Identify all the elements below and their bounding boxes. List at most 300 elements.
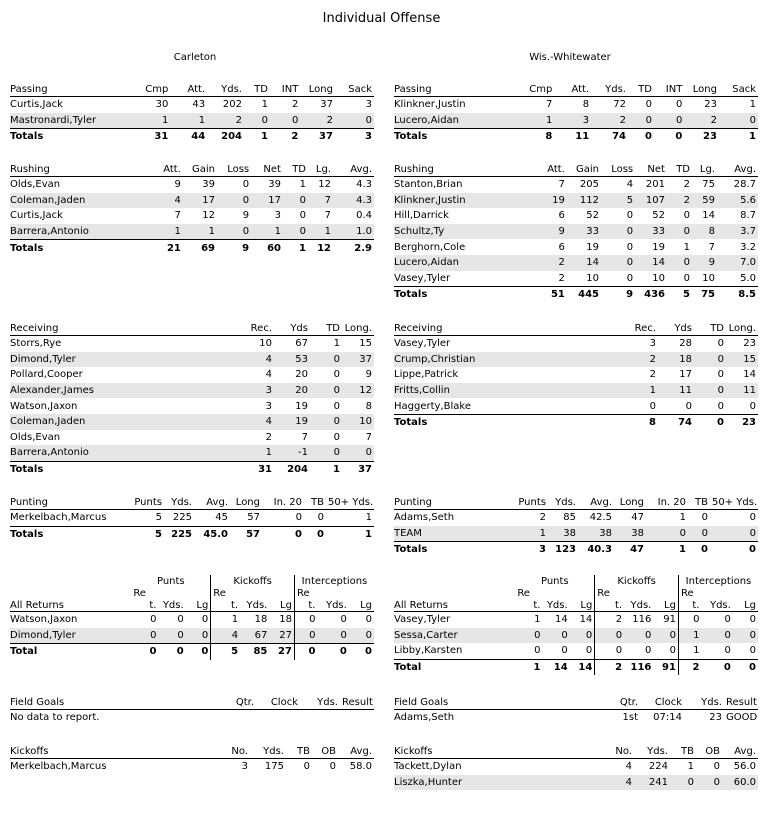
stat-cell: 3.7: [717, 224, 758, 240]
stat-cell: 0: [131, 628, 158, 644]
stat-cell: 0: [646, 526, 688, 542]
header-row: [10, 744, 374, 759]
table-row: [10, 414, 374, 430]
group-header: Punts: [156, 576, 185, 587]
table-row: [10, 97, 374, 113]
column-header: t.: [678, 599, 701, 612]
stat-cell: 10: [586, 272, 600, 284]
stat-cell: 2: [521, 255, 567, 271]
player-name: Haggerty,Blake: [394, 400, 471, 412]
player-name: Curtis,Jack: [10, 210, 63, 222]
column-header: t.: [131, 599, 158, 612]
stat-cell: 0: [217, 224, 251, 240]
stat-cell: 33: [567, 224, 601, 240]
totals-row: [10, 129, 374, 145]
stat-cell: 17: [251, 193, 283, 209]
stat-cell: 0: [678, 612, 701, 628]
column-header: Avg.: [194, 495, 230, 510]
stat-cell: 19: [295, 400, 308, 412]
column-header: Sack: [335, 82, 374, 97]
sub-header: Re: [133, 588, 146, 599]
table-row: [10, 367, 374, 383]
stat-cell: 38: [548, 526, 578, 542]
total-cell: 45.0: [194, 526, 230, 542]
stat-cell: 1: [678, 643, 701, 659]
player-name: Klinkner,Justin: [394, 193, 521, 209]
stat-cell: 0: [628, 113, 654, 129]
column-header: Sack: [719, 82, 758, 97]
column-header: Loss: [601, 162, 635, 177]
stat-cell: 52: [586, 210, 600, 222]
table-row: [394, 113, 758, 129]
column-header: Yds.: [684, 695, 724, 710]
stat-cell: 53: [274, 352, 310, 368]
total-cell: 9: [601, 287, 635, 303]
column-header: Punts: [508, 495, 548, 510]
stat-cell: 0: [349, 628, 374, 644]
column-header: t.: [595, 599, 624, 612]
total-cell: 1: [244, 129, 270, 145]
header-row: [394, 495, 758, 510]
stat-cell: 5.6: [717, 193, 758, 209]
column-header: TD: [694, 321, 726, 336]
total-cell: 12: [308, 240, 333, 256]
stat-cell: 4: [230, 352, 274, 368]
spacer: [10, 575, 131, 587]
stat-cell: 0: [561, 645, 568, 657]
column-header: Result: [342, 696, 373, 708]
section-title: Field Goals: [10, 695, 206, 710]
total-cell: 21: [137, 240, 183, 256]
stat-cell: 0: [694, 383, 726, 399]
stat-cell: 0: [717, 338, 724, 350]
stat-cell: 3: [265, 400, 272, 412]
total-cell: 123: [548, 542, 578, 558]
column-header: Att.: [137, 162, 183, 177]
stat-cell: 1: [137, 224, 183, 240]
total-cell: 0: [694, 414, 726, 430]
stat-cell: 10: [259, 338, 272, 350]
totals-label: Totals: [10, 129, 131, 145]
total-cell: 23: [684, 129, 719, 145]
stat-cell: 0: [719, 113, 758, 129]
column-header: Result: [726, 696, 757, 708]
totals-label: Total: [10, 644, 131, 660]
stat-cell: 0: [335, 113, 374, 129]
totals-label: Total: [394, 659, 515, 675]
stat-cell: 2: [300, 113, 335, 129]
stat-cell: 0: [667, 224, 692, 240]
stat-cell: 30: [155, 99, 169, 111]
column-header: Yds.: [701, 599, 732, 612]
stat-cell: 1: [299, 179, 306, 191]
player-name: Olds,Evan: [10, 431, 61, 443]
section-title: Punting: [394, 495, 508, 510]
total-cell: 14: [570, 659, 595, 675]
stat-cell: 38: [614, 526, 646, 542]
stat-cell: 4.3: [333, 193, 374, 209]
stat-cell: 0: [685, 400, 692, 412]
stat-cell: 9: [174, 179, 181, 191]
total-cell: 8: [515, 129, 554, 145]
stat-cell: 1: [251, 224, 283, 240]
section-title: All Returns: [10, 599, 131, 612]
stat-cell: 58.0: [349, 761, 372, 773]
stat-cell: 1: [534, 614, 541, 626]
stat-cell: 0: [654, 113, 684, 129]
player-name: Fritts,Collin: [394, 383, 614, 399]
stat-cell: 0: [585, 645, 593, 657]
column-header: Lg.: [692, 162, 717, 177]
stat-cell: 28: [679, 338, 692, 350]
stat-cell: 14: [743, 369, 756, 381]
player-name: Dimond,Tyler: [10, 352, 230, 368]
table-row: [10, 430, 374, 446]
table-row: [10, 336, 374, 352]
section-title: Rushing: [394, 162, 521, 177]
stat-cell: 1: [679, 512, 686, 524]
stat-cell: 1: [170, 113, 207, 129]
stat-cell: 0: [694, 352, 726, 368]
stat-cell: 0: [696, 775, 722, 791]
header-row: [394, 695, 758, 710]
column-header: Net: [251, 162, 283, 177]
table-row: [394, 628, 758, 644]
stat-cell: 91: [663, 614, 676, 626]
kickoffs-table-left: [10, 744, 374, 775]
player-name: TEAM: [394, 526, 508, 542]
stat-cell: 0: [601, 224, 635, 240]
column-header: Long: [230, 495, 262, 510]
stat-cell: 0: [333, 369, 340, 381]
player-name: Mastronardi,Tyler: [10, 113, 131, 129]
player-name: Crump,Christian: [394, 352, 614, 368]
totals-row: [394, 414, 758, 430]
total-cell: 204: [207, 129, 244, 145]
table-row: [10, 612, 374, 628]
stat-cell: 0: [201, 614, 209, 626]
stat-cell: 07:14: [653, 712, 682, 724]
stat-cell: 2: [614, 352, 658, 368]
stat-cell: 1: [308, 224, 333, 240]
stat-cell: 10: [342, 414, 374, 430]
total-cell: 37: [300, 129, 335, 145]
stat-cell: 1: [614, 383, 658, 399]
total-cell: 0: [304, 526, 326, 542]
player-name: Stanton,Brian: [394, 179, 463, 191]
totals-row: [394, 129, 758, 145]
stat-cell: 8: [582, 99, 590, 111]
stat-cell: 3: [230, 383, 274, 399]
stat-cell: 4: [626, 179, 634, 191]
stat-cell: 9: [242, 210, 250, 222]
stat-cell: 4: [230, 414, 274, 430]
returns-table-right: [394, 575, 758, 675]
stat-cell: 0: [749, 645, 756, 657]
totals-row: [10, 526, 374, 542]
column-header: Att.: [554, 82, 591, 97]
player-name: Curtis,Jack: [10, 99, 63, 111]
table-row: [10, 510, 374, 527]
stat-cell: 112: [567, 193, 601, 209]
column-header: TB: [688, 495, 710, 510]
player-name: Lucero,Aidan: [394, 113, 515, 129]
column-header: Yds.: [634, 744, 670, 759]
total-cell: 91: [653, 659, 678, 675]
player-name: Libby,Karsten: [394, 645, 463, 657]
kickoffs-table-right: [394, 744, 758, 790]
player-name: Barrera,Antonio: [10, 445, 230, 461]
stat-cell: 33: [635, 224, 667, 240]
stat-cell: 9: [365, 369, 372, 381]
stat-cell: 75: [702, 179, 716, 191]
stat-cell: 4: [625, 761, 632, 773]
player-name: Storrs,Rye: [10, 338, 62, 350]
header-row: [394, 599, 758, 612]
stat-cell: 0: [283, 193, 308, 209]
stat-cell: 67: [240, 628, 269, 644]
section-title: Receiving: [10, 321, 230, 336]
stat-cell: 0: [669, 645, 676, 657]
stat-cell: 0: [724, 614, 731, 626]
stat-cell: 7: [301, 431, 308, 443]
stat-cell: 0: [717, 369, 724, 381]
column-header: Long.: [726, 321, 758, 336]
stat-cell: 4.3: [356, 179, 372, 191]
stat-cell: 3: [649, 338, 656, 350]
total-cell: 5: [124, 526, 164, 542]
punting-table-right: [394, 495, 758, 558]
stat-cell: 8: [692, 224, 717, 240]
column-header: TB: [670, 744, 696, 759]
column-header: Att.: [521, 162, 567, 177]
table-row: [10, 352, 374, 368]
column-header: In. 20: [646, 495, 688, 510]
stat-cell: 116: [632, 614, 652, 626]
total-cell: 0: [733, 659, 758, 675]
stat-cell: 0: [675, 99, 683, 111]
player-name: Pollard,Cooper: [10, 369, 83, 381]
totals-row: [394, 287, 758, 303]
stat-cell: 4: [598, 775, 634, 791]
stat-cell: 1: [678, 628, 701, 644]
column-header: Att.: [170, 82, 207, 97]
totals-row: [394, 659, 758, 675]
totals-label: Totals: [10, 240, 137, 256]
stat-cell: 52: [652, 210, 665, 222]
player-name: Coleman,Jaden: [10, 414, 230, 430]
stat-cell: 0: [683, 272, 690, 284]
header-row: [394, 162, 758, 177]
stat-cell: 0: [645, 99, 652, 111]
column-header: In. 20: [262, 495, 304, 510]
totals-row: [10, 240, 374, 256]
column-header: Lg: [269, 599, 294, 612]
total-cell: 1: [283, 240, 308, 256]
header-row: [394, 321, 758, 336]
header-row: [10, 321, 374, 336]
column-header: Yds.: [591, 82, 628, 97]
stat-cell: 201: [645, 179, 665, 191]
stat-cell: 4: [265, 369, 272, 381]
column-header: Yds.: [159, 599, 186, 612]
returns-table-left: [10, 575, 374, 660]
stat-cell: 1: [515, 113, 554, 129]
stat-cell: 2: [558, 272, 565, 284]
table-row: [394, 255, 758, 271]
stat-cell: 0: [159, 628, 186, 644]
team-name-left: Carleton: [173, 52, 217, 63]
header-row: [10, 695, 374, 710]
total-cell: 37: [342, 461, 374, 477]
total-cell: 31: [230, 461, 274, 477]
stat-cell: 2: [595, 612, 624, 628]
totals-row: [394, 542, 758, 558]
total-cell: 3: [335, 129, 374, 145]
stat-cell: GOOD: [726, 712, 758, 724]
stat-cell: 37: [342, 352, 374, 368]
header-row: [10, 82, 374, 97]
stat-cell: 0: [683, 210, 690, 222]
stat-cell: 2: [683, 179, 690, 191]
sub-header: Re: [595, 587, 679, 599]
column-header: Lg: [653, 599, 678, 612]
group-header: Punts: [540, 576, 569, 587]
stat-cell: 0: [749, 512, 756, 524]
stat-cell: 7: [365, 431, 372, 443]
column-header: TB: [286, 744, 312, 759]
stat-cell: 1: [333, 338, 340, 350]
page-title: Individual Offense: [322, 11, 441, 26]
stat-cell: 3: [241, 761, 248, 773]
column-header: Punts: [124, 495, 164, 510]
stat-cell: 15: [359, 338, 372, 350]
stat-cell: 2: [265, 431, 272, 443]
table-row: [394, 271, 758, 287]
stat-cell: 37: [320, 99, 333, 111]
total-cell: 0: [294, 644, 317, 660]
stat-cell: 6: [558, 210, 565, 222]
stat-cell: 0: [710, 526, 758, 542]
table-row: [394, 208, 758, 224]
stat-cell: 4: [137, 193, 183, 209]
stat-cell: 18: [279, 614, 292, 626]
stat-cell: 0: [333, 400, 340, 412]
column-header: Gain: [567, 162, 601, 177]
stat-cell: 43: [192, 99, 206, 111]
stat-cell: 38: [578, 526, 614, 542]
column-header: Cmp: [515, 82, 554, 97]
stat-cell: 1: [749, 99, 756, 111]
group-header: Interceptions: [294, 575, 374, 587]
total-cell: 40.3: [578, 542, 614, 558]
total-cell: 44: [170, 129, 207, 145]
total-cell: 0: [262, 526, 304, 542]
column-header: TD: [667, 162, 692, 177]
field-goals-table-right: [394, 695, 758, 726]
spacer: [10, 587, 131, 599]
stat-cell: 0: [653, 628, 678, 644]
stat-cell: 0: [283, 224, 308, 240]
column-header: Lg: [186, 599, 211, 612]
total-cell: 75: [692, 287, 717, 303]
player-name: Merkelbach,Marcus: [10, 761, 107, 773]
column-header: Yds.: [207, 82, 244, 97]
total-cell: 31: [131, 129, 170, 145]
group-header: Interceptions: [678, 575, 758, 587]
stat-cell: 18: [658, 352, 694, 368]
total-cell: 1: [646, 542, 688, 558]
stat-cell: 175: [264, 761, 284, 773]
stat-cell: 39: [202, 179, 216, 191]
column-header: INT: [654, 82, 684, 97]
table-row: [10, 208, 374, 224]
stat-cell: 0: [624, 628, 653, 644]
sub-header: Re: [678, 587, 758, 599]
column-header: OB: [312, 744, 338, 759]
header-row: [10, 599, 374, 612]
stat-cell: 67: [295, 338, 308, 350]
table-row: [394, 383, 758, 399]
column-header: Cmp: [131, 82, 170, 97]
total-cell: 1: [515, 659, 542, 675]
column-header: Rec.: [614, 321, 658, 336]
total-cell: 1: [326, 526, 374, 542]
stat-cell: 1: [183, 224, 217, 240]
stat-cell: 7: [308, 193, 333, 209]
stat-cell: 0: [626, 210, 634, 222]
stat-cell: 3: [274, 210, 281, 222]
stat-cell: 14: [579, 614, 593, 626]
stat-cell: 8.7: [740, 210, 756, 222]
column-header: Long: [300, 82, 335, 97]
total-cell: 1: [310, 461, 342, 477]
column-header: Lg.: [308, 162, 333, 177]
player-name: Berghorn,Cole: [394, 241, 466, 253]
total-cell: 2.9: [333, 240, 374, 256]
stat-cell: 1: [508, 526, 548, 542]
total-cell: 0: [131, 644, 158, 660]
total-cell: 0: [628, 129, 654, 145]
player-name: Watson,Jaxon: [10, 614, 78, 626]
totals-row: [10, 461, 374, 477]
total-cell: 27: [269, 644, 294, 660]
column-header: 50+ Yds.: [712, 496, 758, 508]
stat-cell: 0: [749, 400, 756, 412]
stat-cell: 5: [155, 512, 162, 524]
total-cell: 51: [521, 287, 567, 303]
stat-cell: 202: [222, 99, 242, 111]
total-cell: 116: [624, 659, 653, 675]
section-title: Kickoffs: [394, 744, 598, 759]
stat-cell: 85: [563, 512, 576, 524]
receiving-table-left: [10, 321, 374, 477]
stat-cell: 2: [591, 113, 628, 129]
stat-cell: 27: [269, 628, 294, 644]
player-name: Alexander,James: [10, 383, 230, 399]
stat-cell: 0: [713, 761, 720, 773]
section-title: Passing: [394, 82, 515, 97]
stat-cell: 0: [667, 255, 692, 271]
column-header: Avg.: [717, 162, 758, 177]
table-row: [10, 224, 374, 240]
total-cell: 74: [591, 129, 628, 145]
stat-cell: 0: [749, 614, 756, 626]
total-cell: 57: [230, 526, 262, 542]
stat-cell: 224: [648, 761, 668, 773]
column-header: TD: [244, 82, 270, 97]
stat-cell: 0: [670, 775, 696, 791]
